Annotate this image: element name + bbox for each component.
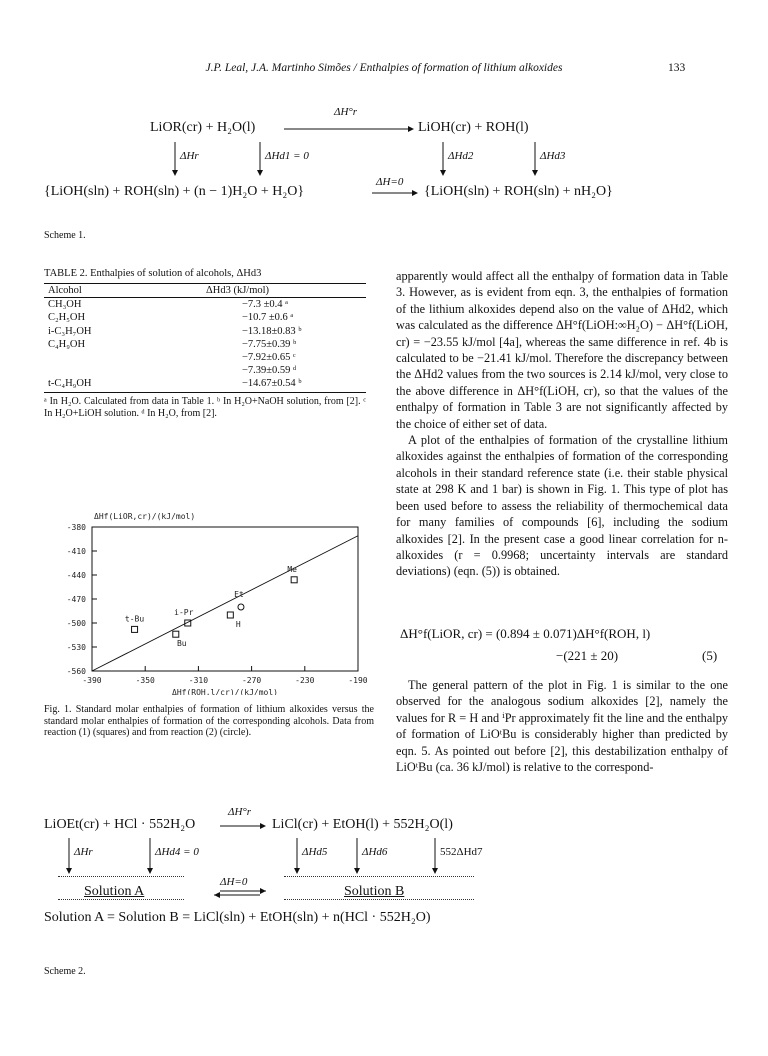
figure-caption: Fig. 1. Standard molar enthalpies of formation of lithium alkoxides versus the standard molar enthalpies of formation of the corresponding alcohols. Data from reaction (1) (squares) and from reaction (2) (circle). [44,704,374,738]
scheme2-arrow-label: ΔH°r [228,806,252,818]
alcohol-cell: i-C₃H₇OH [48,325,92,337]
x-tick-label: -230 [295,676,315,685]
y-tick-label: -470 [66,595,86,604]
table-row [44,325,366,338]
figure-1 [44,505,374,739]
scheme2-dhr: ΔHr [74,846,93,858]
table-row [44,298,366,312]
table-title: TABLE 2. Enthalpies of solution of alcohols, ΔHd3 [44,268,262,279]
scheme1-arrow-label: ΔH°r [334,106,358,118]
scheme2-caption: Scheme 2. [44,966,86,977]
solution-b-label: Solution B [344,884,405,899]
alcohol-cell [44,364,202,377]
col-alcohol: Alcohol [48,285,82,296]
table-footnote: ᵃ In H₂O. Calculated from data in Table 1. ᵇ In H₂O+NaOH solution, from [2]. ᶜ In H₂O+LiOH solution. ᵈ In H₂O, from [2]. [44,395,366,419]
scheme1-bottom-left: {LiOH(sln) + ROH(sln) + (n − 1)H₂O + H₂O} [44,184,305,199]
running-title: J.P. Leal, J.A. Martinho Simões / Enthalpies of formation of lithium alkoxides [205,62,563,74]
data-point-et [238,604,244,610]
down-arrow-icon [530,142,540,176]
point-label: i-Pr [174,608,194,617]
plot-frame [92,527,358,671]
table-row [44,351,366,364]
scheme1-arrow-icon [284,124,414,134]
equilibrium-arrow-icon [372,188,418,198]
paragraph-3: The general pattern of the plot in Fig. 1 is similar to the one observed for the analogous sodium alkoxides [2], namely the values for R = H and ⁱPr approximately fit the line and the enthalpy of formation of LiOᵗBu is considerably higher than predicted by eqn. 5. As pointed out before [2], this destabilization enthalpy of LiOᵗBu (ca. 36 kJ/mol) is relative to the correspond- [396,678,728,775]
down-arrow-icon [292,838,302,874]
scheme2-dhd6: ΔHd6 [362,846,388,858]
down-arrow-icon [145,838,155,874]
scheme1-caption: Scheme 1. [44,230,86,241]
point-label: Me [287,564,297,574]
scheme2-bottom: Solution A = Solution B = LiCl(sln) + EtOH(sln) + n(HCl · 552H₂O) [44,910,431,925]
scheme1-dhd1: ΔHd1 = 0 [265,150,309,162]
dhd3-cell: −14.67±0.54 ᵇ [242,378,302,390]
x-tick-label: -350 [135,676,155,685]
y-tick-label: -410 [66,547,86,556]
data-point-h [227,612,233,618]
x-tick-label: -190 [348,676,368,685]
data-point-bu [173,631,179,637]
paragraph-1: apparently would affect all the enthalpy of formation data in Table 3. However, as is evident from eqn. 3, the enthalpies of formation of the lithium alkoxides depend also on the value of ΔHd2, which was calculated as the difference ΔH°f(LiOH:∞H₂O) − ΔH°f(LiOH, cr) = −23.55 kJ/mol [4a], whereas the same difference in ref. 4b is calculated to be −21.41 kJ/mol. Therefore the discrepancy between the ΔHd2 values from the two sources is 2.14 kJ/mol, very close to the above difference in ΔH°f(LiOH, cr), so that the values of the enthalpy of formation in Table 3 are not significantly affected by the choice of either set of data. [396,269,728,431]
table-row [44,364,366,377]
scheme1-bottom-arrow-label: ΔH=0 [376,176,404,188]
y-tick-label: -500 [66,619,86,628]
x-tick-label: -390 [82,676,102,685]
scheme2-dhd5: ΔHd5 [302,846,328,858]
data-point-me [291,577,297,583]
fit-line [92,536,358,671]
right-column-text [396,268,728,580]
scheme2-top-left: LiOEt(cr) + HCl · 552H₂O [44,817,196,832]
scheme2-mid-arrow-label: ΔH=0 [220,876,248,888]
solution-b-dotted-bottom [284,899,474,900]
down-arrow-icon [352,838,362,874]
down-arrow-icon [170,142,180,176]
solution-a-dotted-top [58,876,184,877]
dhd3-cell: −7.39±0.59 ᵈ [242,365,297,377]
page-number: 133 [668,62,686,74]
down-arrow-icon [438,142,448,176]
alcohol-cell [44,351,202,364]
table-row [44,377,366,390]
scheme2-top-right: LiCl(cr) + EtOH(l) + 552H₂O(l) [272,817,453,832]
table-header-row [44,284,366,298]
down-arrow-icon [255,142,265,176]
scheme1-dhd2: ΔHd2 [448,150,474,162]
y-tick-label: -530 [66,643,86,652]
down-arrow-icon [64,838,74,874]
alcohol-cell: CH₃OH [48,299,82,311]
equation-5-number: (5) [702,648,718,663]
point-label: Et [234,590,244,599]
scheme2-dhd7: 552ΔHd7 [440,846,483,858]
scheme1-bottom-right: {LiOH(sln) + ROH(sln) + nH₂O} [424,184,613,199]
point-label: t-Bu [124,614,145,624]
x-tick-label: -310 [188,676,209,685]
solution-b-dotted-top [284,876,474,877]
equilibrium-arrow-icon [214,888,266,898]
point-label: Bu [176,639,187,649]
solution-a-dotted-bottom [58,899,184,900]
table-row [44,311,366,324]
y-tick-label: -440 [66,571,86,580]
data-point-t-bu [132,626,138,632]
scheme1-top-left: LiOR(cr) + H₂O(l) [150,120,256,135]
alcohol-cell: C₄H₉OH [48,338,86,350]
col-dhd3: ΔHd3 (kJ/mol) [206,285,270,296]
y-tick-label: -560 [66,667,86,676]
y-tick-label: -380 [66,523,86,532]
x-axis-label: ΔHf(ROH,l/cr)/(kJ/mol) [172,688,278,695]
table-row [44,338,366,351]
dhd3-cell: −13.18±0.83 ᵇ [242,325,302,337]
dhd3-cell: −7.3 ±0.4 ᵃ [242,299,289,311]
dhd3-cell: −10.7 ±0.6 ᵃ [242,312,294,324]
equation-5-line1: ΔH°f(LiOR, cr) = (0.894 ± 0.071)ΔH°f(ROH, l) [400,626,651,641]
dhd3-cell: −7.92±0.65 ᶜ [242,352,296,364]
point-label: H [235,620,241,629]
scatter-chart [44,505,374,695]
y-axis-label: ΔHf(LiOR,cr)/(kJ/mol) [94,512,196,521]
paragraph-2: A plot of the enthalpies of formation of the crystalline lithium alkoxides against the enthalpies of formation of the corresponding alcohols in their standard reference state (i.e. their stable physical state at 298 K and 1 bar) is shown in Fig. 1. This type of plot has been used before to assess the reliability of thermochemical data for many families of compounds [6], including the sodium alkoxides [2]. In the present case a good linear correlation for n-alkoxides (r = 0.9968; uncertainty intervals are standard deviations) (eqn. (5)) is obtained. [396,433,728,579]
scheme1-dhd3: ΔHd3 [540,150,566,162]
table-2 [44,268,366,420]
scheme1-top-right: LiOH(cr) + ROH(l) [418,120,529,135]
scheme1-dhr: ΔHr [180,150,199,162]
alcohol-cell: t-C₄H₉OH [48,378,92,390]
alcohol-table [44,283,366,391]
x-tick-label: -270 [241,676,262,685]
scheme2-arrow-icon [220,821,266,831]
alcohol-cell: C₂H₅OH [48,312,86,324]
solution-a-label: Solution A [84,884,145,899]
equation-5-line2: −(221 ± 20) [556,648,619,663]
down-arrow-icon [430,838,440,874]
dhd3-cell: −7.75±0.39 ᵇ [242,338,297,350]
scheme2-dhd4: ΔHd4 = 0 [155,846,199,858]
